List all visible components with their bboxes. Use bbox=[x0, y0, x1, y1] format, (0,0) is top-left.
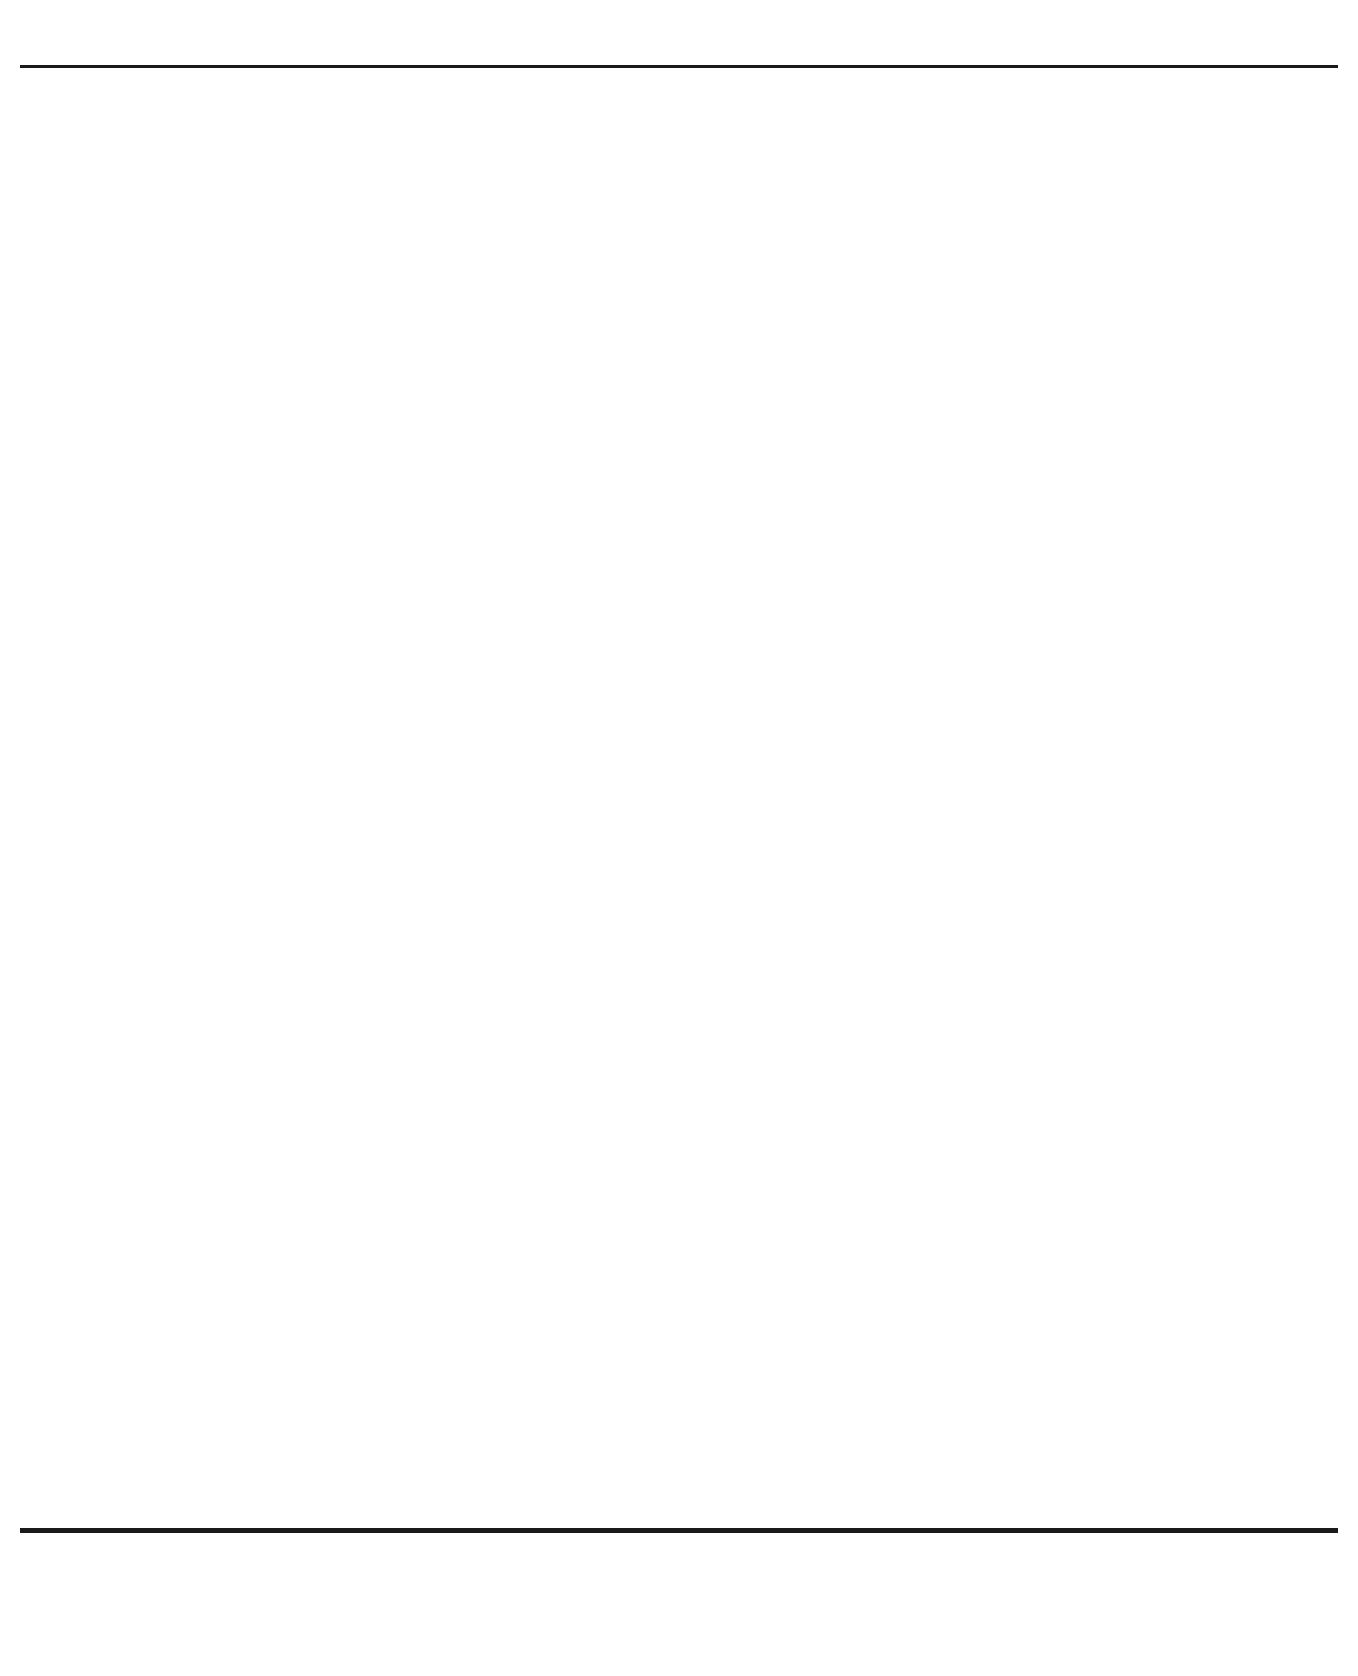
header-rule bbox=[20, 65, 1338, 68]
table-bottom-rule bbox=[20, 1528, 1338, 1533]
table-header-description bbox=[488, 26, 1328, 66]
table-header-scale bbox=[372, 26, 472, 66]
